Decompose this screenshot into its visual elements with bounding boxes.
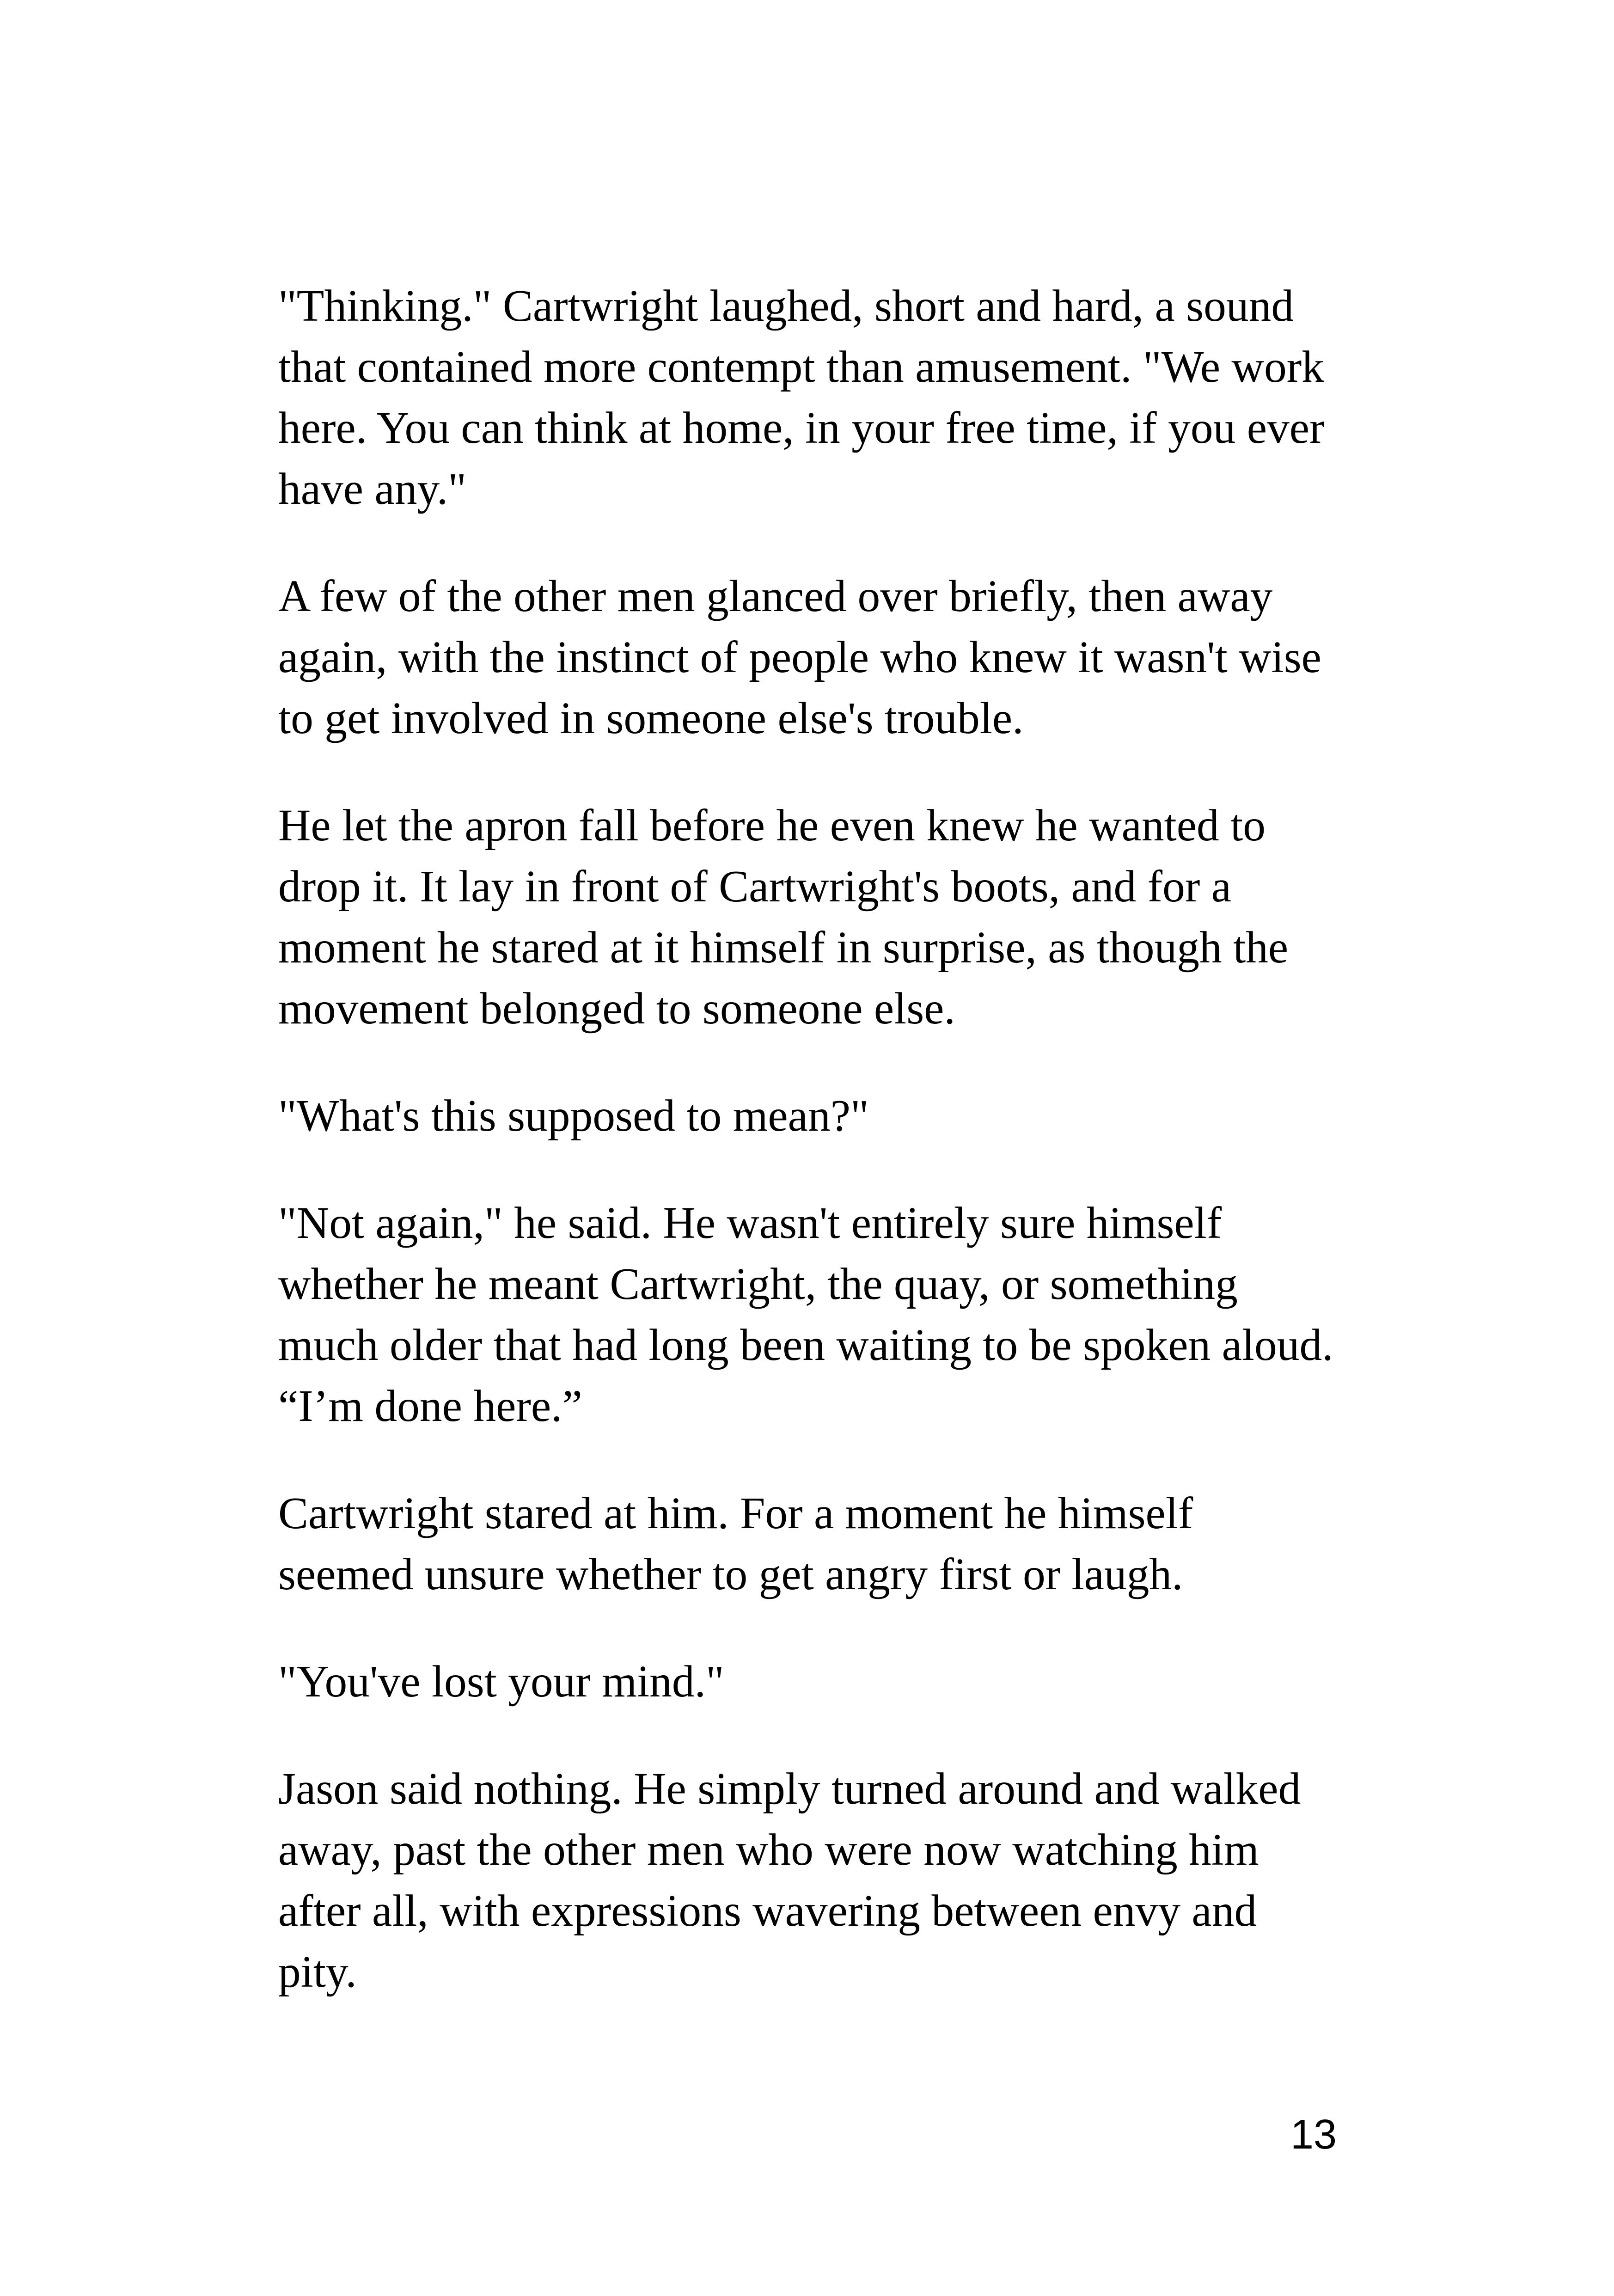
paragraph-5: "Not again," he said. He wasn't entirely sure himself whether he meant Cartwright, the quay, or something much older that had long been waiting to be spoken aloud. “I’m done here.” <box>278 1198 1333 1431</box>
paragraph-8: Jason said nothing. He simply turned around and walked away, past the other men who were now watching him after all, with expressions wavering between envy and pity. <box>278 1764 1301 1997</box>
paragraph-7: "You've lost your mind." <box>278 1657 724 1707</box>
paragraph-4: "What's this supposed to mean?" <box>278 1091 869 1141</box>
paragraph-2: A few of the other men glanced over briefly, then away again, with the instinct of people who knew it wasn't wise to get involved in someone else's trouble. <box>278 571 1321 743</box>
paragraph-1: "Thinking." Cartwright laughed, short and hard, a sound that contained more contempt than amusement. "We work here. You can think at home, in your free time, if you ever have any." <box>278 281 1325 514</box>
paragraph-6: Cartwright stared at him. For a moment he himself seemed unsure whether to get angry first or laugh. <box>278 1488 1193 1599</box>
body-text <box>278 276 1337 2049</box>
paragraph-3: He let the apron fall before he even knew he wanted to drop it. It lay in front of Cartwright's boots, and for a moment he stared at it himself in surprise, as though the movement belonged to someone else. <box>278 801 1289 1034</box>
page-number: 13 <box>1290 2112 1337 2158</box>
